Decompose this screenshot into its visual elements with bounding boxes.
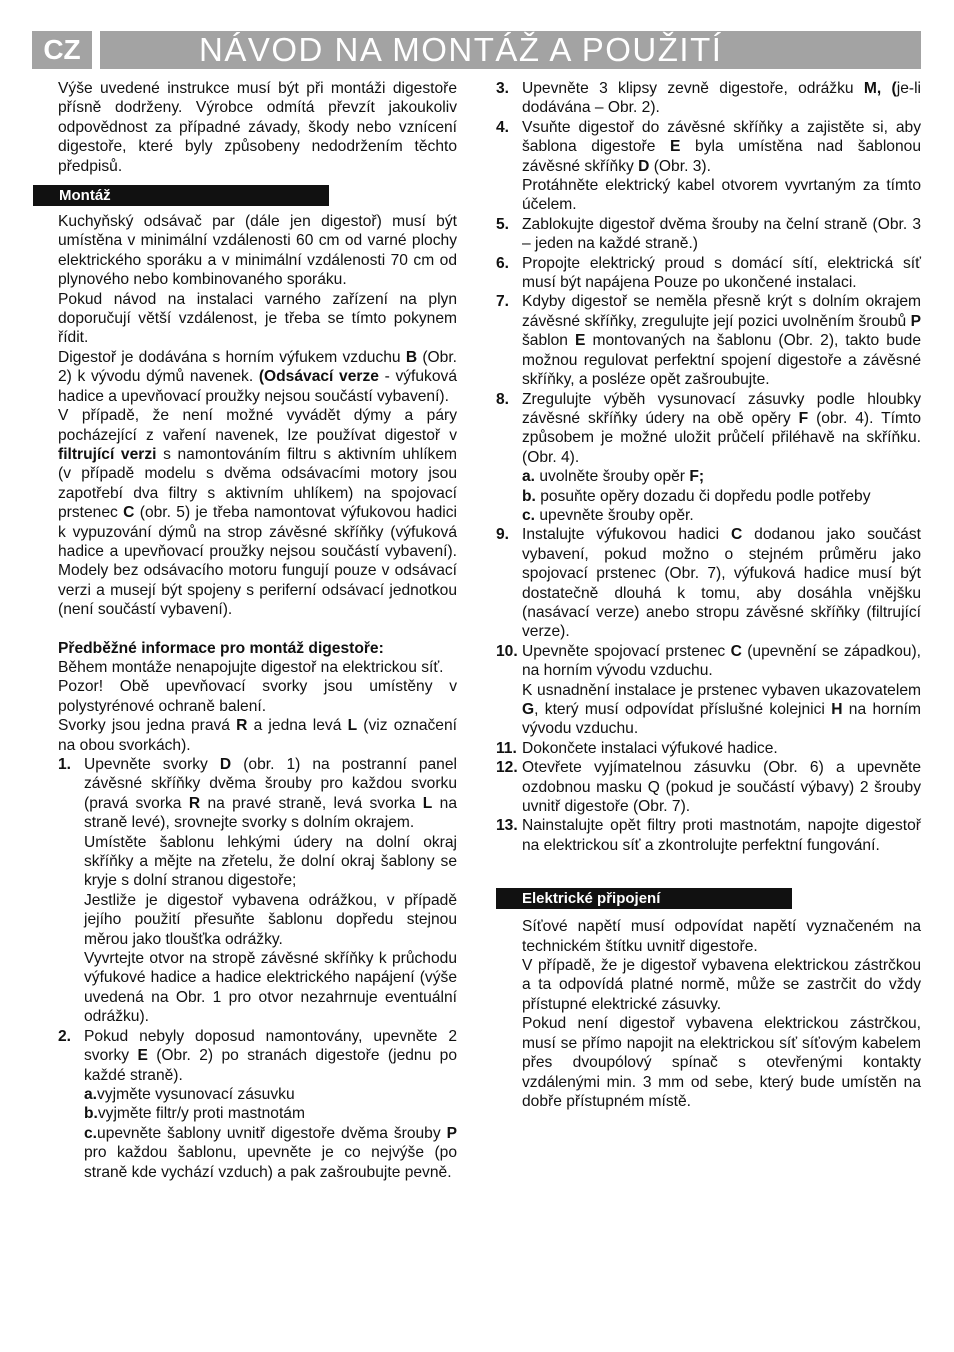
step-11: 11. Dokončete instalaci výfukové hadice. [496, 739, 778, 757]
step-7: 7. Kdyby digestoř se neměla přesně krýt s dolním okrajem závěsné skříňky, zregulujte její pozici uvolněním šroubů P šablon E montovaných na šablonu (Obr. 2), takto bude možnou regulovat perfektní spojení digestoře a závěsné skříňky, a posléze opět zašroubujte. [496, 293, 921, 389]
step-12: 12. Otevřete vyjímatelnou zásuvku (Obr. 6) a upevněte ozdobnou masku Q (pokud je součástí výbavy) 2 šrouby uvnitř digestoře (Obr. 7). [496, 759, 921, 816]
section-heading-electric: Elektrické připojení [496, 888, 792, 909]
step-10: 10. Upevněte spojovací prstenec C (upevnění se západkou), na horním vývodu vzduchu. K usnadnění instalace je prstenec vybaven ukazovatelem G, který musí odpovídat příslušné kolejnici H na horním vývodu vzduchu. [496, 642, 921, 738]
step-5: 5. Zablokujte digestoř dvěma šrouby na čelní straně (Obr. 3 – jeden na každé straně.) [496, 215, 921, 253]
paragraph-distance: Kuchyňský odsávač par (dále jen digestoř) musí být umístěna v minimální vzdálenosti 60 cm od varné plochy elektrického sporáku a v minimální vzdálenosti 70 cm od plynového nebo kombinovaného sporáku. [58, 213, 457, 289]
intro-paragraph: Výše uvedené instrukce musí být při montáži digestoře přísně dodrženy. Výrobce odmítá převzít jakoukoliv odpovědnost za případné závady, škody nebo vznícení digestoře, které byly způsobeny nedodržením těchto předpisů. [58, 80, 457, 175]
right-column [496, 79, 921, 1111]
paragraph-filter-version: V případě, že není možné vyvádět dýmy a páry pocházející z vaření navenek, lze používat digestoř v filtrující verzi s namontováním filtru s aktivním uhlíkem (v případě modelu s dvěma odsávacími motory jsou zapotřebí dva filtry s aktivním uhlíkem) na spojovací prstenec C (obr. 5) je třeba namontovat výfukovou hadici k vypuzování dýmů na strop závěsné skříňky (výfuková hadice a upevňovací proužky nejsou součástí vybavení). Modely bez odsávacího motoru fungují pouze v odsávací verzi a musejí být spojeny s periferní odsávací jednotkou (není součástí vybavení). [58, 407, 457, 619]
section-heading-montaz: Montáž [33, 185, 329, 206]
preliminary-note-1: Během montáže nenapojujte digestoř na elektrickou síť. [58, 658, 444, 676]
electric-paragraph-1: Síťové napětí musí odpovídat napětí vyznačeném na technickém štítku uvnitř digestoře. [522, 918, 921, 955]
step-8: 8. Zregulujte výběh vysunovací zásuvky podle hloubky závěsné skříňky údery na obě opěry F (obr. 4). Tímto způsobem je možné uložit průčelí přiléhavě na skříňku. (Obr. 4). a. uvolněte šrouby opěr F; b. posuňte opěry dozadu či dopředu podle potřeby c. upevněte šrouby opěr. [496, 390, 921, 524]
step-6: 6. Propojte elektrický proud s domácí sítí, elektrická síť musí být napájena Pouze po ukončené instalaci. [496, 254, 921, 292]
step-3: 3. Upevněte 3 klipsy zevně digestoře, odrážku M, (je-li dodávána – Obr. 2). [496, 80, 921, 117]
step-9: 9. Instalujte výfukovou hadici C dodanou jako součást vybavení, pokud možno o stejném průměru jako spojovací prstenec (Obr. 7), výfuková hadice musí být dostatečně dlouhá k tomu, aby dosáhla vnějšku (nasávací verze) anebo stropu závěsné skříňky (filtrující verze). [496, 526, 921, 641]
paragraph-exhaust: Digestoř je dodávána s horním výfukem vzduchu B (Obr. 2) k vývodu dýmů navenek. (Odsávací verze - výfuková hadice a upevňovací proužky nejsou součástí vybavení). [58, 348, 457, 405]
step-2: 2. Pokud nebyly doposud namontovány, upevněte 2 svorky E (Obr. 2) po stranách digestoře (jednu po každé straně). a.vyjměte vysunovací zásuvku b.vyjměte filtr/y proti mastnotám c.upevněte šablony uvnitř digestoře dvěma šrouby P pro každou šablonu, upevněte je co nejvýše (po straně kde vychází vzduch) a pak zašroubujte pevně. [58, 1027, 457, 1181]
step-13: 13. Nainstalujte opět filtry proti mastnotám, napojte digestoř na elektrickou síť a zkontrolujte perfektní fungování. [496, 817, 921, 854]
preliminary-note-3: Svorky jsou jedna pravá R a jedna levá L (viz označení na obou svorkách). [58, 717, 457, 754]
electric-paragraph-3: Pokud není digestoř vybavena elektrickou zástrčkou, musí se přímo napojit na elektrickou síť síťovým kabelem přes dvoupólový spínač s otevřenými kontakty vzdálenými min. 3 mm od sebe, který bude umístěn na dobře přístupném místě. [522, 1015, 921, 1110]
left-column [58, 79, 457, 1182]
step-4: 4. Vsuňte digestoř do závěsné skříňky a zajistěte si, aby šablona digestoře E byla umístěna nad šablonou závěsné skříňky D (Obr. 3). Protáhněte elektrický kabel otvorem vyvrtaným za tímto účelem. [496, 118, 921, 214]
step-1: 1. Upevněte svorky D (obr. 1) na postranní panel závěsné skříňky dvěma šrouby pro každou svorku (pravá svorka R na pravé straně, levá svorka L na straně levé), srovnejte svorky s dolním okrajem. Umístěte šablonu lehkými údery na dolní okraj skříňky a mějte na zřetelu, že dolní okraj šablony se kryje s dolní stranou digestoře; Jestliže je digestoř vybavena odrážkou, v případě jejího použití přesuňte šablonu dopředu stejnou měrou jako tloušťka odrážky. Vyvrtejte otvor na stropě závěsné skříňky k průchodu výfukové hadice a hadice elektrického napájení (výše uvedená na Obr. 1 pro otvor nezahrnuje eventuální odrážku). [58, 756, 457, 1026]
preliminary-note-2: Pozor! Obě upevňovací svorky jsou umístěny v polystyrénové ochraně balení. [58, 678, 457, 715]
electric-paragraph-2: V případě, že je digestoř vybavena elektrickou zástrčkou a ta odpovídá platné normě, může se zastrčit do vždy přístupné elektrické zásuvky. [522, 957, 921, 1013]
language-badge: CZ [32, 31, 92, 69]
preliminary-heading: Předběžné informace pro montáž digestoře: [58, 639, 384, 657]
page-title: NÁVOD NA MONTÁŽ A POUŽITÍ [100, 31, 921, 69]
paragraph-gas-note: Pokud návod na instalaci varného zařízení na plyn doporučují větší vzdálenost, je třeba se tímto pokynem řídit. [58, 290, 457, 347]
